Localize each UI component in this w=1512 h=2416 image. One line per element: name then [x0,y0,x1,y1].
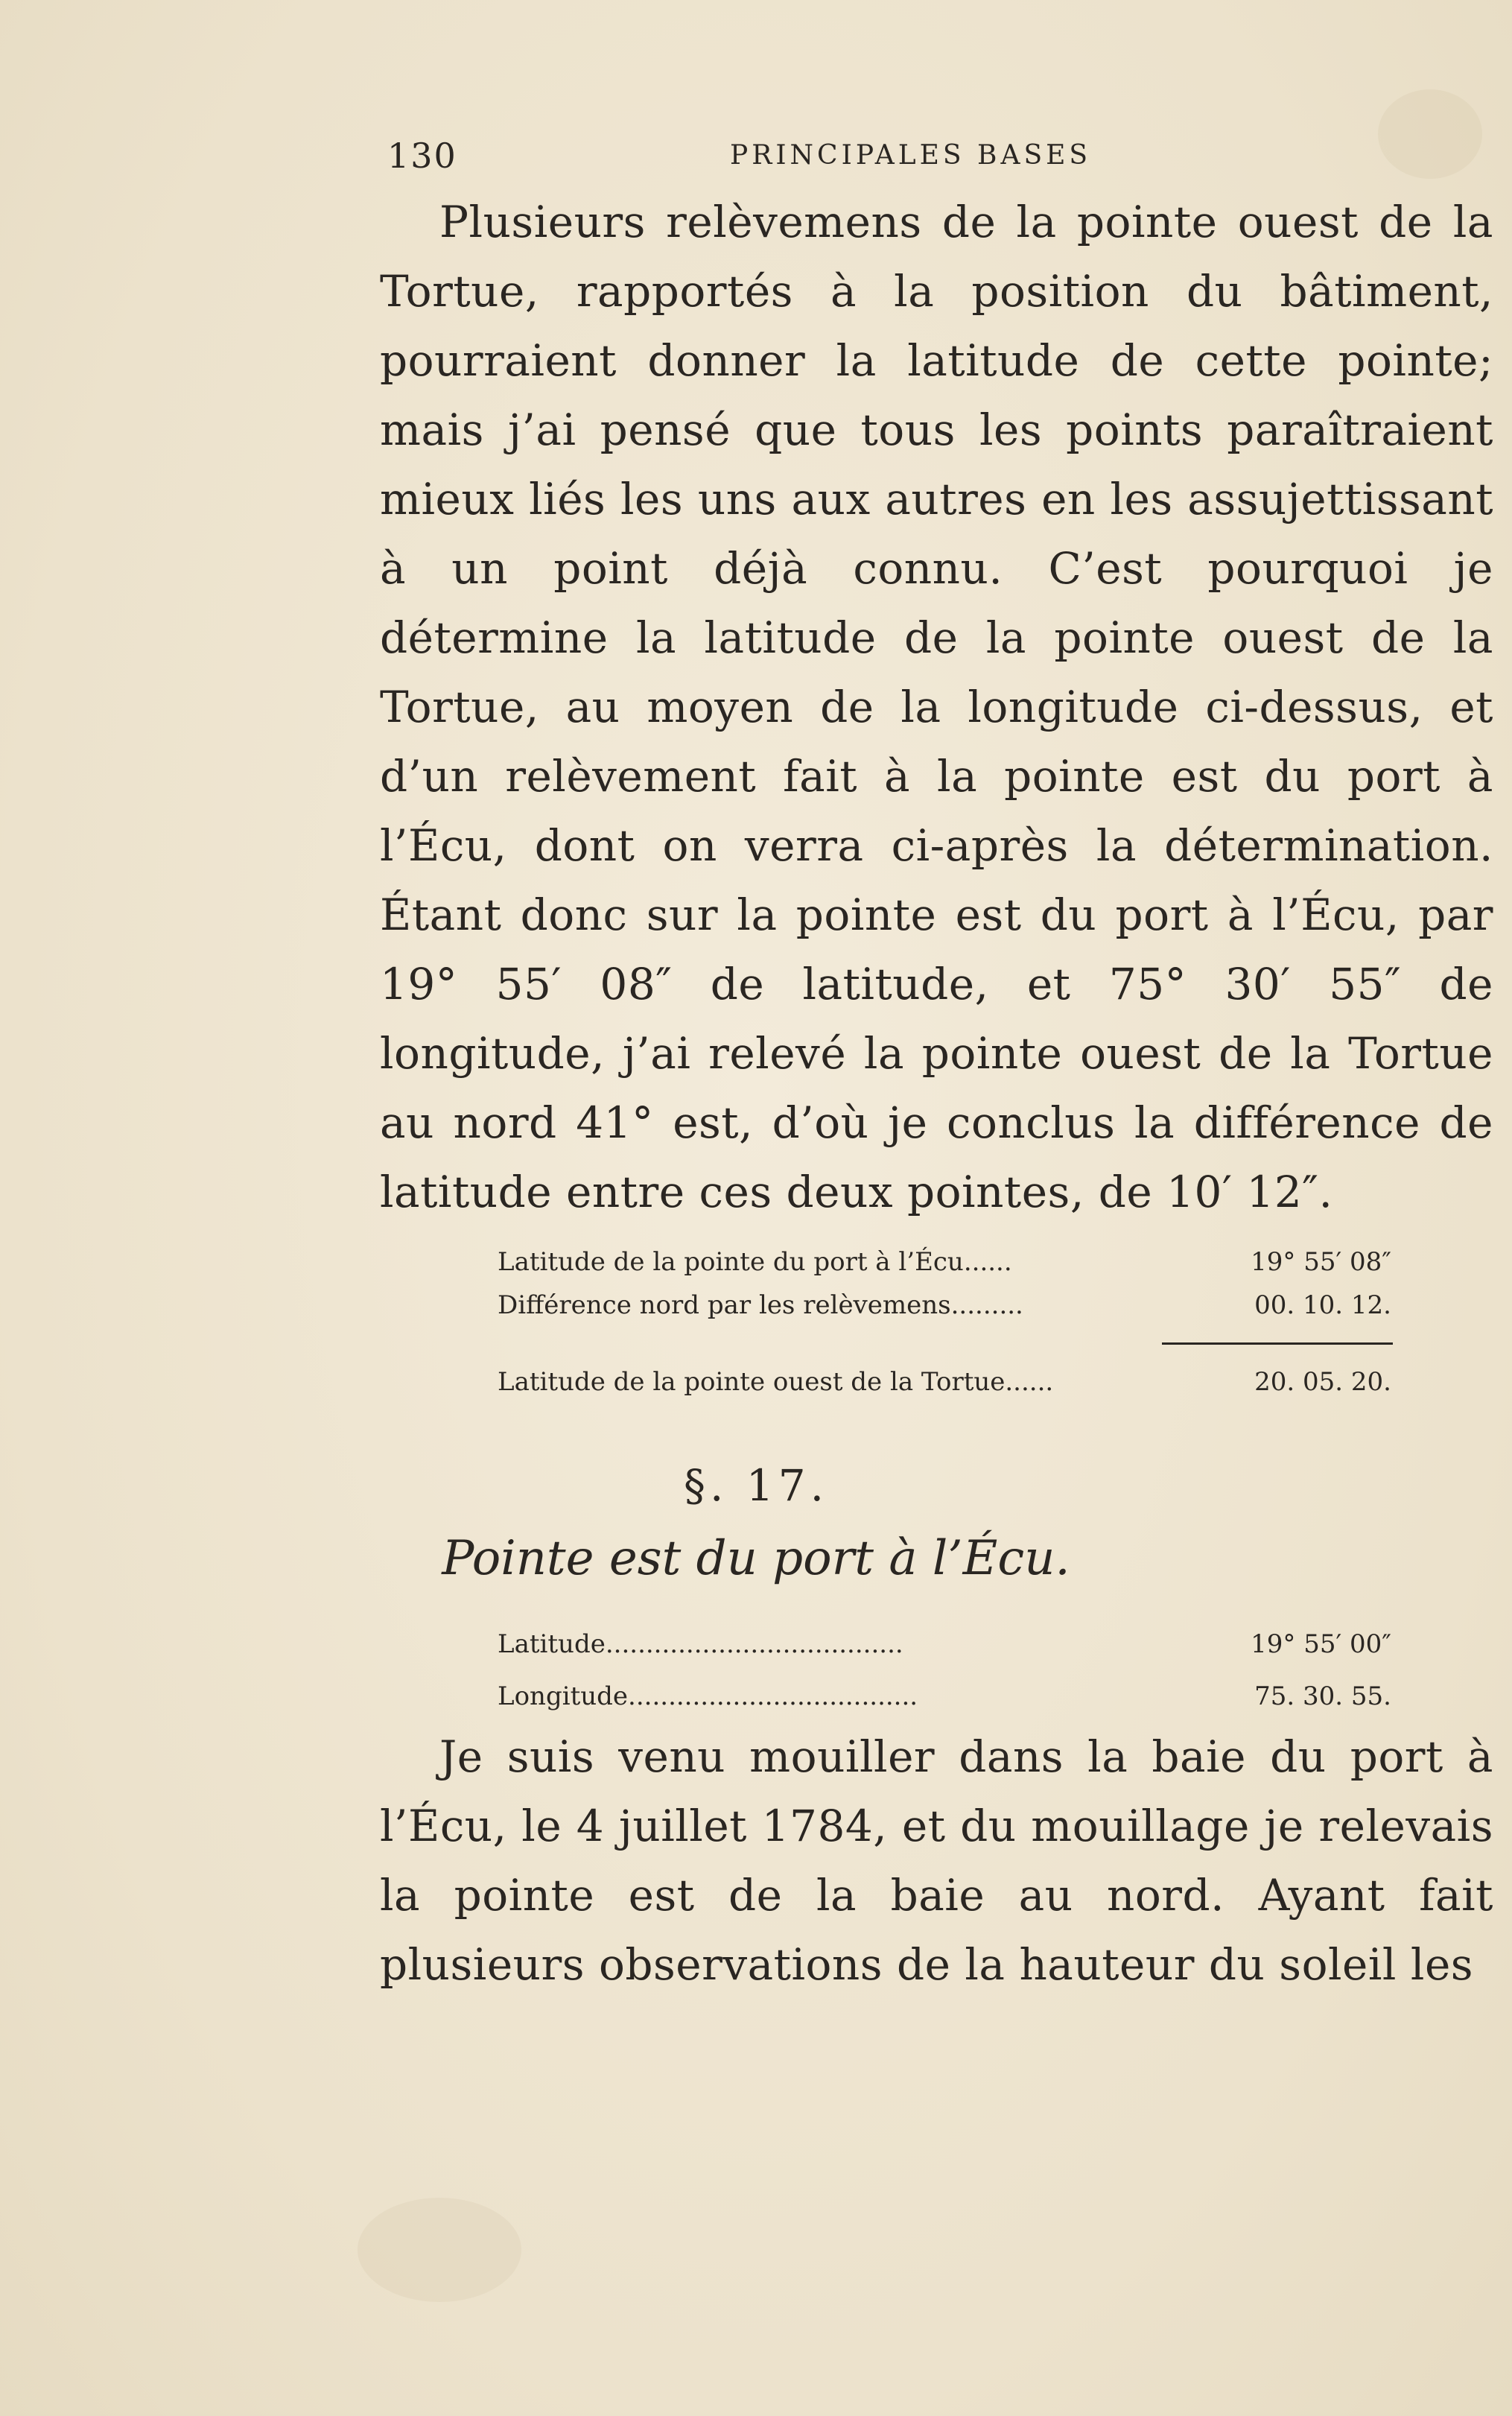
paragraph-text: Plusieurs relèvemens de la pointe ouest de la Tortue, rapportés à la position du bâtiment, pourraient donner la latitude de cette pointe; mais j’ai pensé que tous les points paraîtraient mieux liés les uns aux autres en les assujettissant à un point déjà connu. C’est pourquoi je détermine la latitude de la pointe ouest de la Tortue, au moyen de la longitude ci-dessus, et d’un relèvement fait à la pointe est du port à l’Écu, dont on verra ci-après la détermination. Étant donc sur la pointe est du port à l’Écu, par 19° 55′ 08″ de latitude, et 75° 30′ 55″ de longitude, j’ai relevé la pointe ouest de la Tortue au nord 41° est, d’où je conclus la différence de latitude entre ces deux pointes, de 10′ 12″. [380,197,1493,1217]
calc-value: 19° 55′ 08″ [1251,1247,1391,1277]
section-title: Pointe est du port à l’Écu. [442,1531,1070,1586]
coordinate-row [498,1670,1391,1722]
calc-result [498,1360,1391,1404]
paragraph-text: Je suis venu mouiller dans la baie du port à l’Écu, le 4 juillet 1784, et du mouillage je relevais la pointe est de la baie au nord. Ayant fait plusieurs observations de la hauteur du soleil les [380,1731,1493,1990]
sum-rule [1162,1342,1393,1345]
coordinate-value: 75. 30. 55. [1254,1681,1391,1711]
coordinates-table [498,1618,1391,1722]
section-number: §. 17. [683,1460,829,1511]
coordinate-label: Latitude..................................... [498,1629,903,1659]
coordinate-value: 19° 55′ 00″ [1251,1629,1391,1659]
calc-result-label: Latitude de la pointe ouest de la Tortue...... [498,1367,1054,1397]
page-number: 130 [387,136,457,176]
calc-result-value: 20. 05. 20. [1254,1367,1391,1397]
latitude-calculation [498,1240,1391,1327]
coordinate-row [498,1618,1391,1670]
paper-stain [358,2198,521,2302]
running-head: PRINCIPALES BASES [730,140,1092,171]
calc-result-row [498,1360,1391,1404]
body-paragraph-1 [380,188,1493,1227]
calc-value: 00. 10. 12. [1254,1290,1391,1320]
calc-label: Latitude de la pointe du port à l’Écu...... [498,1247,1012,1277]
calc-label: Différence nord par les relèvemens......... [498,1290,1023,1320]
calc-row [498,1240,1391,1284]
body-paragraph-2 [380,1722,1493,2000]
page-header [0,136,1512,180]
coordinate-label: Longitude.................................... [498,1681,918,1711]
calc-row [498,1284,1391,1327]
